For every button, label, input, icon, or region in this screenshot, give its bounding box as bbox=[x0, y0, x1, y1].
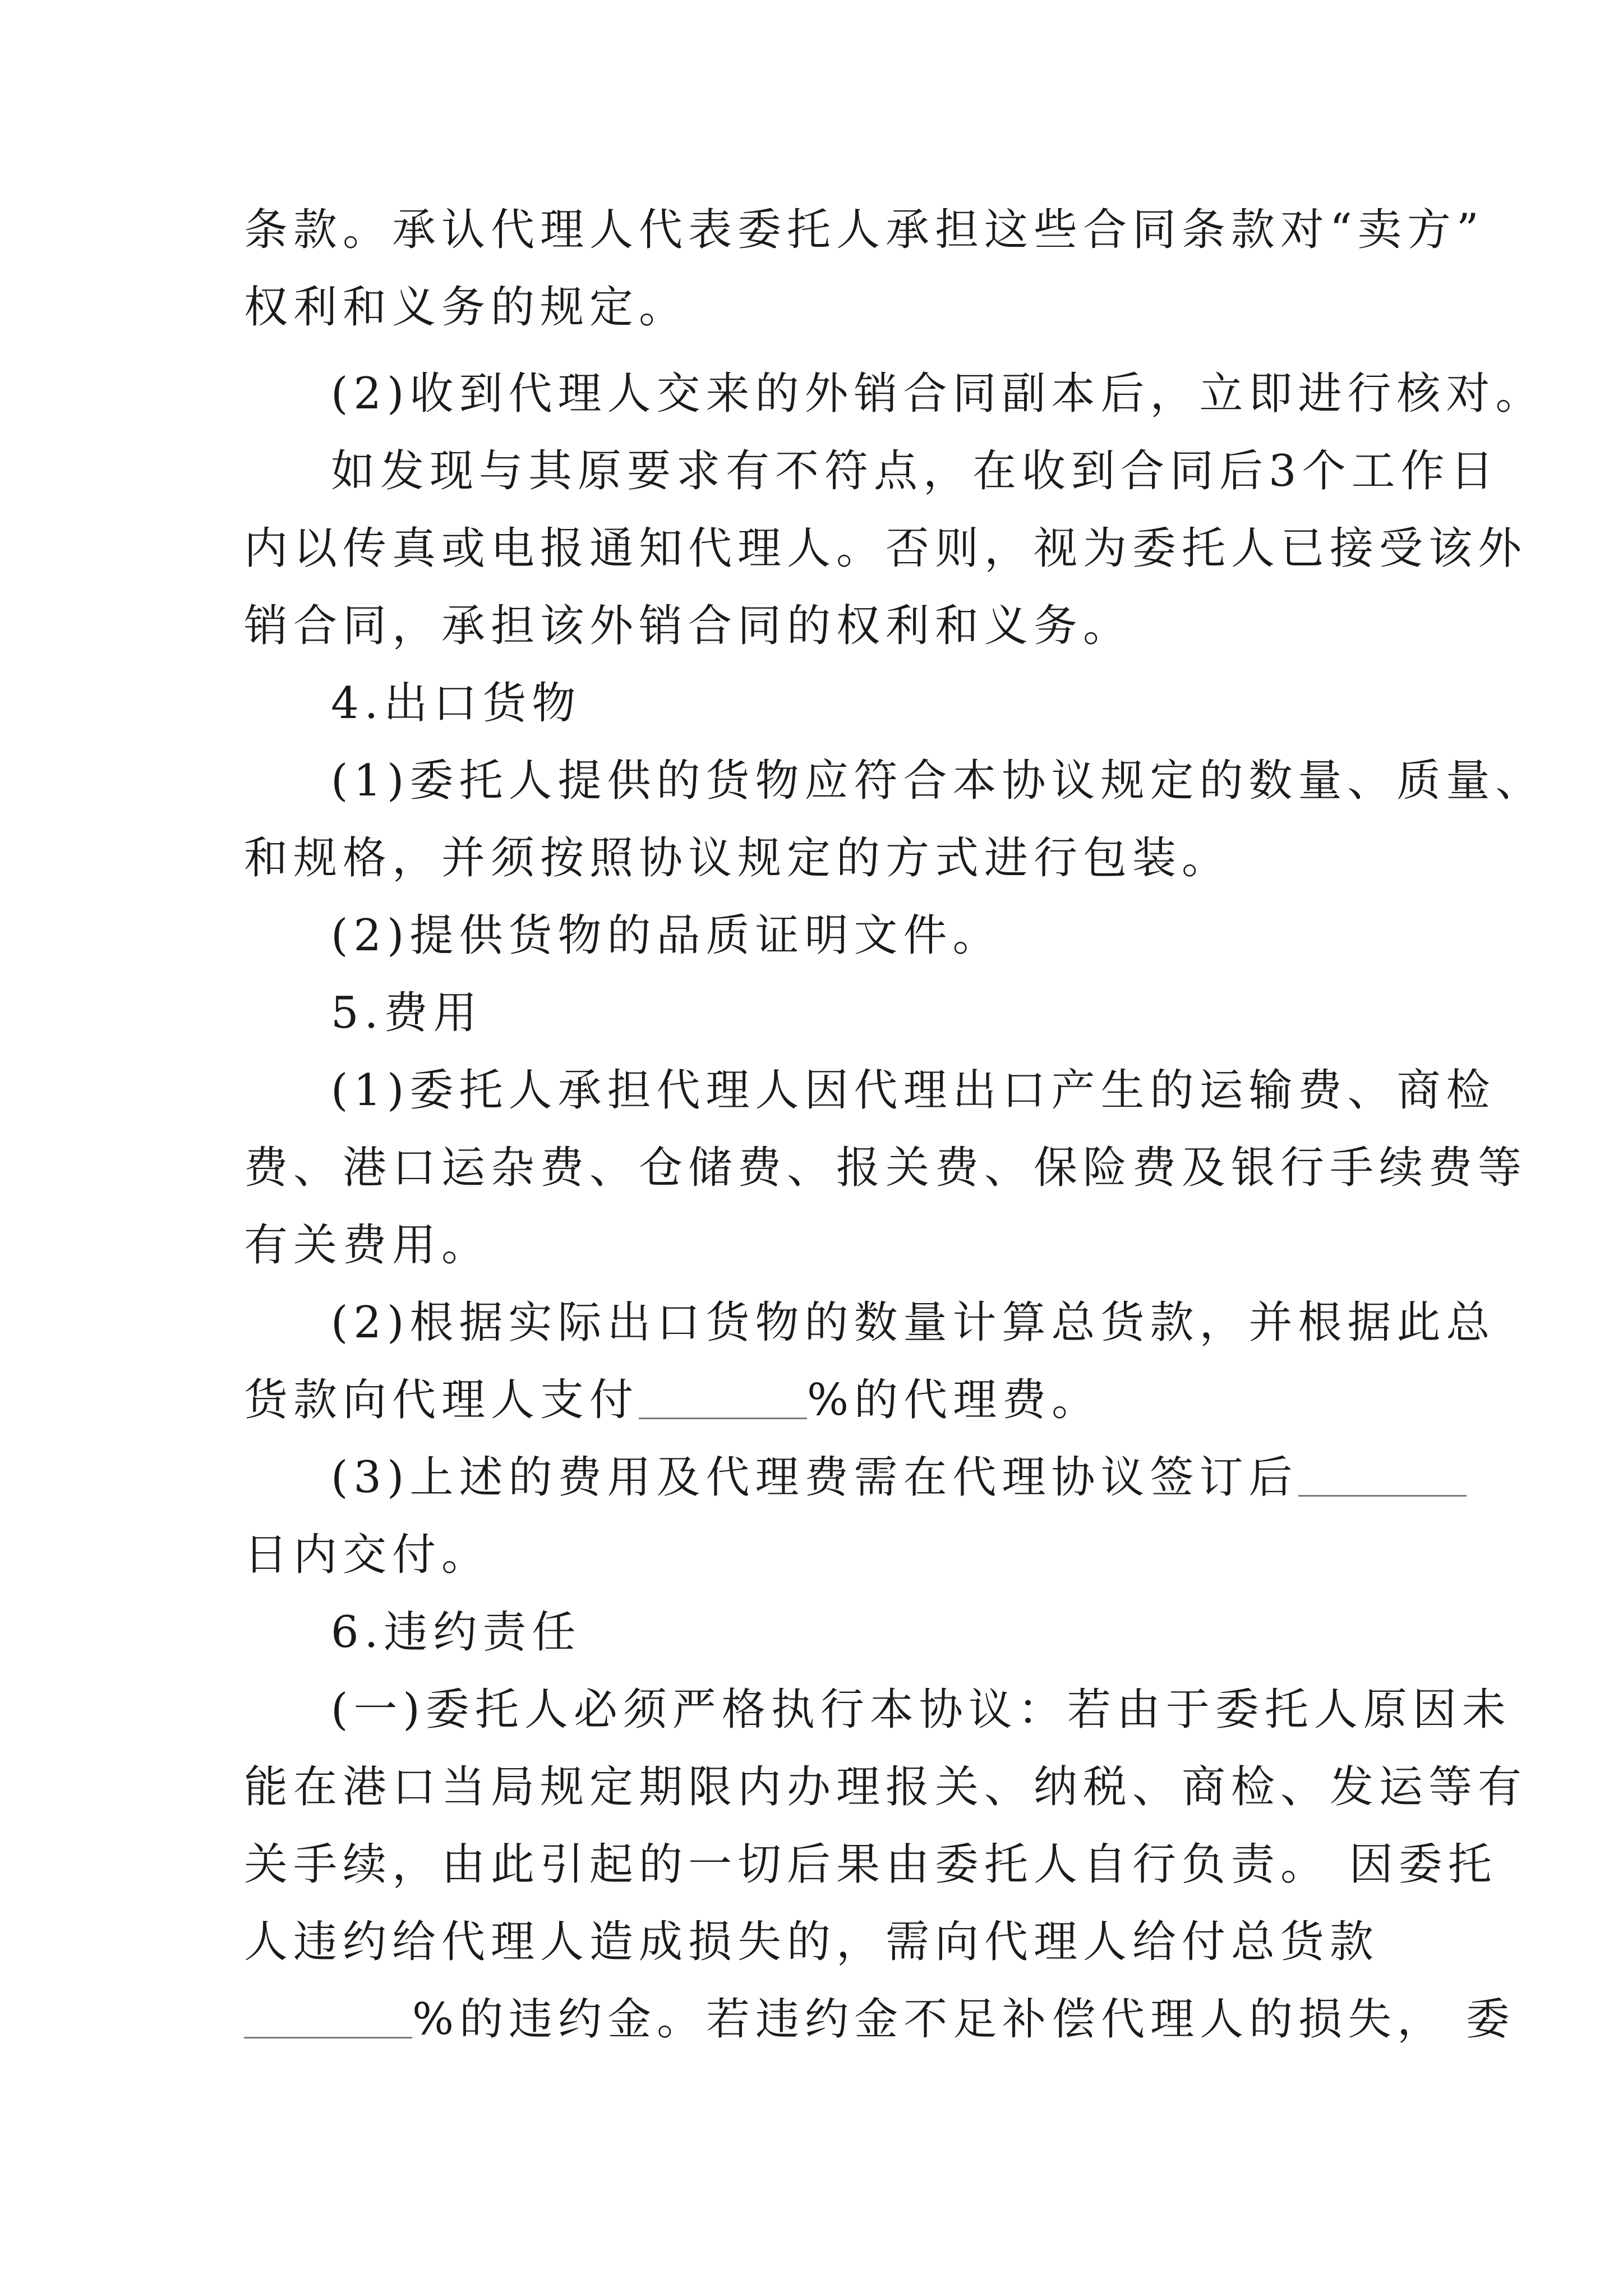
text-segment: %的代理费。 bbox=[807, 1375, 1101, 1425]
text-line-9: 和规格，并须按照协议规定的方式进行包装。 bbox=[244, 833, 1232, 884]
text-line-20: (一)委托人必须严格执行本协议：若由于委托人原因未 bbox=[331, 1685, 1511, 1735]
text-line-24 bbox=[244, 1980, 1515, 2059]
text-segment: (3)上述的费用及代理费需在代理协议签订后 bbox=[331, 1452, 1298, 1503]
text-segment: 货款向代理人支付 bbox=[244, 1375, 639, 1425]
text-line-22: 关手续，由此引起的一切后果由委托人自行负责。 因委托 bbox=[244, 1839, 1497, 1890]
section-heading-fees: 5.费用 bbox=[331, 988, 483, 1038]
text-line-18: 日内交付。 bbox=[244, 1530, 491, 1580]
text-line-13: 费、港口运杂费、仓储费、报关费、保险费及银行手续费等 bbox=[244, 1143, 1528, 1193]
section-heading-export-goods: 4.出口货物 bbox=[331, 678, 582, 729]
text-segment: %的违约金。若违约金不足补偿代理人的损失， 委 bbox=[412, 1994, 1515, 2045]
fill-in-blank-payment-days[interactable] bbox=[1298, 1448, 1467, 1497]
text-line-8: (1)委托人提供的货物应符合本协议规定的数量、质量、 bbox=[331, 756, 1545, 806]
fill-in-blank-agency-fee-rate[interactable] bbox=[639, 1370, 807, 1419]
text-line-14: 有关费用。 bbox=[244, 1220, 491, 1271]
text-line-2: 权利和义务的规定。 bbox=[244, 282, 689, 333]
text-line-23: 人违约给代理人造成损失的，需向代理人给付总货款 bbox=[244, 1917, 1380, 1967]
text-line-16 bbox=[244, 1361, 1399, 1439]
text-line-5: 内以传真或电报通知代理人。否则，视为委托人已接受该外 bbox=[244, 523, 1528, 574]
text-line-3: (2)收到代理人交来的外销合同副本后，立即进行核对。 bbox=[331, 369, 1545, 419]
text-line-1: 条款。承认代理人代表委托人承担这些合同条款对“卖方” bbox=[244, 205, 1484, 255]
text-line-12: (1)委托人承担代理人因代理出口产生的运输费、商检 bbox=[331, 1065, 1496, 1116]
fill-in-blank-penalty-rate[interactable] bbox=[244, 1990, 412, 2039]
section-heading-breach: 6.违约责任 bbox=[331, 1607, 582, 1658]
text-line-17 bbox=[331, 1438, 1399, 1517]
text-line-4: 如发现与其原要求有不符点，在收到合同后3个工作日 bbox=[331, 446, 1500, 496]
text-line-15: (2)根据实际出口货物的数量计算总货款，并根据此总 bbox=[331, 1297, 1496, 1348]
text-line-21: 能在港口当局规定期限内办理报关、纳税、商检、发运等有 bbox=[244, 1762, 1528, 1812]
text-line-10: (2)提供货物的品质证明文件。 bbox=[331, 910, 1002, 961]
text-line-6: 销合同，承担该外销合同的权利和义务。 bbox=[244, 601, 1133, 651]
